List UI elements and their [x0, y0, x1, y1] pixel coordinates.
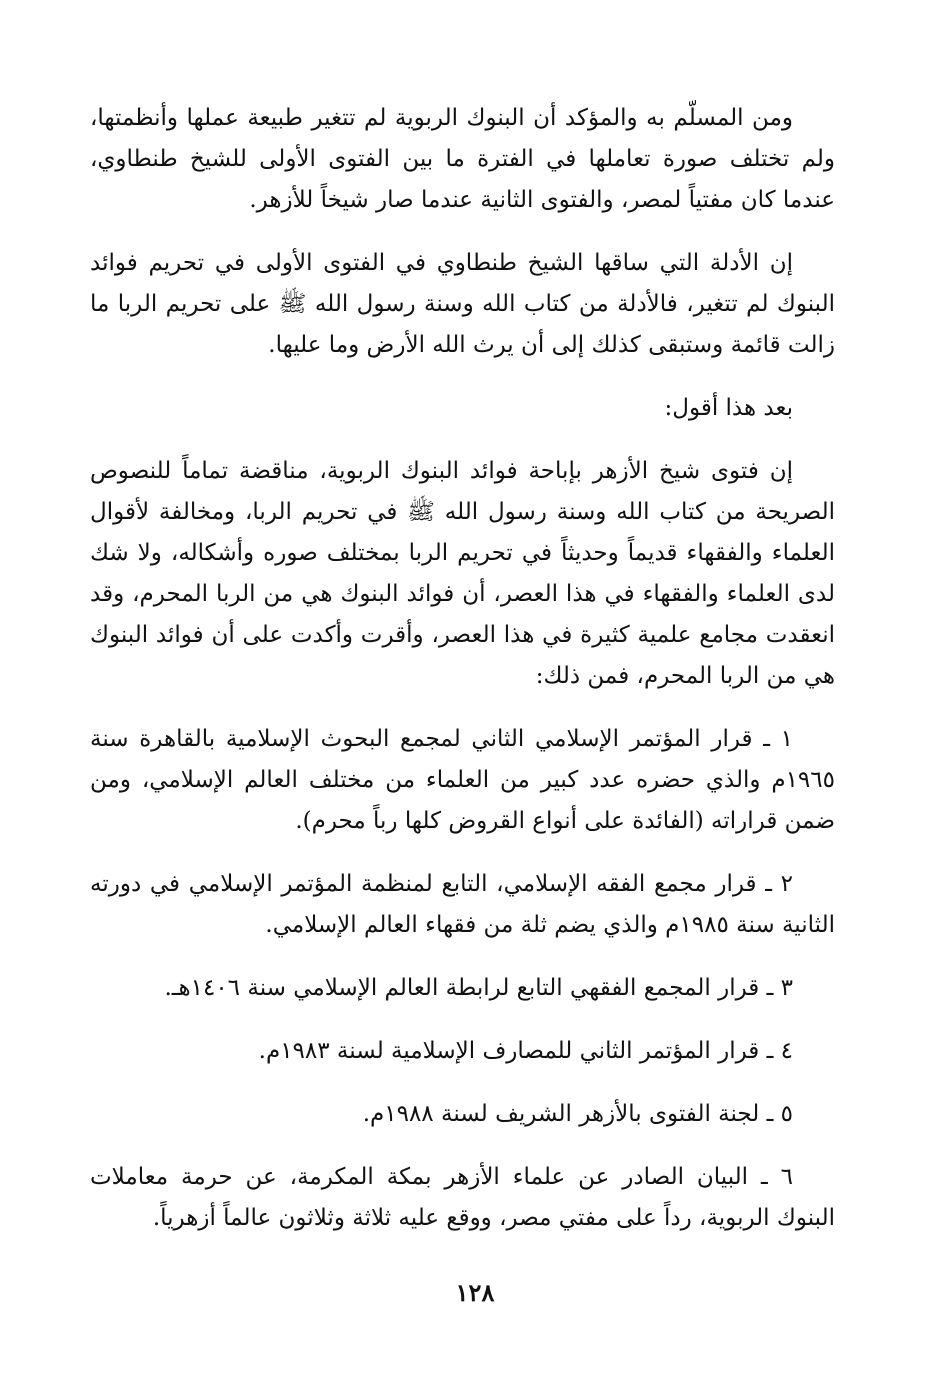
- list-item-6: ٦ ـ البيان الصادر عن علماء الأزهر بمكة المكرمة، عن حرمة معاملات البنوك الربوية، رداً على مفتي مصر، ووقع عليه ثلاثة وثلاثون عالماً أزهرياً.: [90, 1164, 835, 1231]
- paragraph-fatwa-contradiction: إن فتوى شيخ الأزهر بإباحة فوائد البنوك الربوية، مناقضة تماماً للنصوص الصريحة من كتاب الله وسنة رسول الله ﷺ في تحريم الربا، ومخالفة لأقوال العلماء والفقهاء قديماً وحديثاً في تحريم الربا بمختلف صوره وأشكاله، ولا شك لدى العلماء والفقهاء في هذا العصر، أن فوائد البنوك هي من الربا المحرم، وقد انعقدت مجامع علمية كثيرة في هذا العصر، وأقرت وأكدت على أن فوائد البنوك هي من الربا المحرم، فمن ذلك:: [90, 458, 835, 689]
- list-item-2: ٢ ـ قرار مجمع الفقه الإسلامي، التابع لمنظمة المؤتمر الإسلامي في دورته الثانية سنة ١٩٨٥م والذي يضم ثلة من فقهاء العالم الإسلامي.: [90, 871, 835, 938]
- list-item-4: ٤ ـ قرار المؤتمر الثاني للمصارف الإسلامية لسنة ١٩٨٣م.: [258, 1038, 793, 1064]
- paragraph-after-this: بعد هذا أقول:: [664, 395, 793, 421]
- list-item-5: ٥ ـ لجنة الفتوى بالأزهر الشريف لسنة ١٩٨٨م.: [362, 1101, 793, 1127]
- paragraph-evidence-unchanged: إن الأدلة التي ساقها الشيخ طنطاوي في الفتوى الأولى في تحريم فوائد البنوك لم تتغير، فالأدلة من كتاب الله وسنة رسول الله ﷺ على تحريم الربا ما زالت قائمة وستبقى كذلك إلى أن يرث الله الأرض وما عليها.: [90, 250, 835, 358]
- paragraph-banks-unchanged: ومن المسلّم به والمؤكد أن البنوك الربوية لم تتغير طبيعة عملها وأنظمتها، ولم تختلف صورة تعاملها في الفترة ما بين الفتوى الأولى للشيخ طنطاوي، عندما كان مفتياً لمصر، والفتوى الثانية عندما صار شيخاً للأزهر.: [90, 105, 835, 213]
- list-item-1: ١ ـ قرار المؤتمر الإسلامي الثاني لمجمع البحوث الإسلامية بالقاهرة سنة ١٩٦٥م والذي حضره عدد كبير من العلماء من مختلف العالم الإسلامي، ومن ضمن قراراته (الفائدة على أنواع القروض كلها رباً محرم).: [90, 726, 835, 834]
- page-body: [90, 98, 835, 1239]
- page-number: ١٢٨: [455, 1278, 495, 1307]
- list-item-3: ٣ ـ قرار المجمع الفقهي التابع لرابطة العالم الإسلامي سنة ١٤٠٦هـ.: [164, 975, 793, 1001]
